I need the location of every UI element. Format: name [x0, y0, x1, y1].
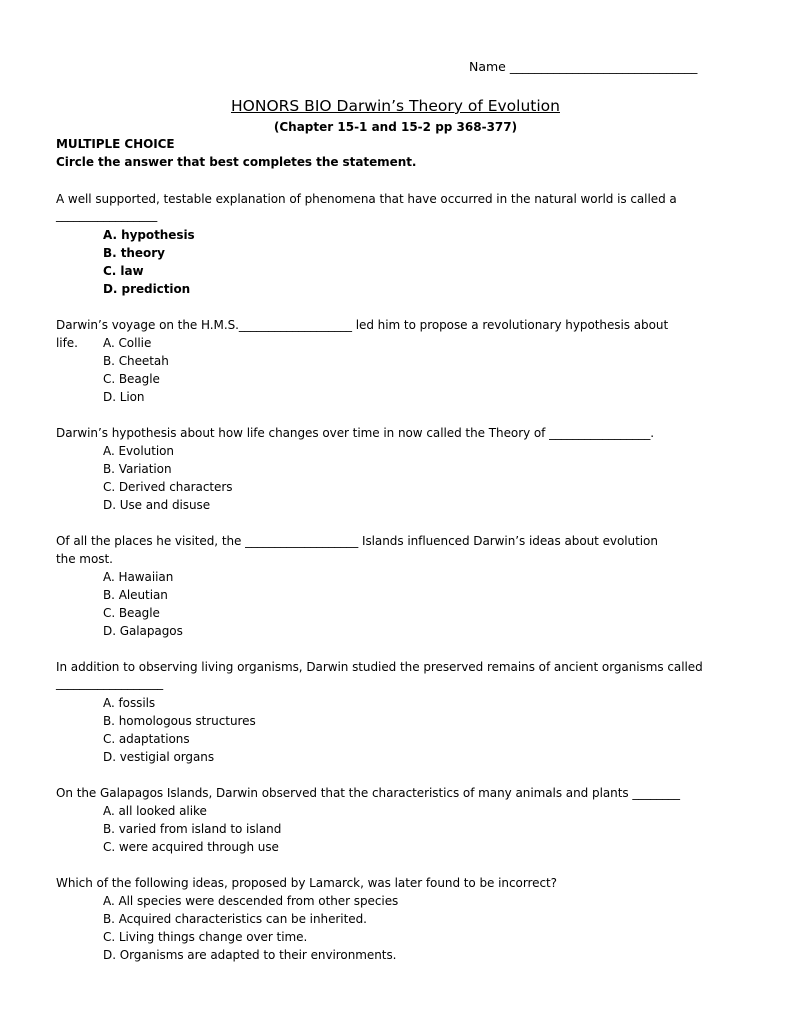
option-d[interactable]: D. prediction: [103, 282, 191, 296]
option-b[interactable]: B. Cheetah: [103, 354, 169, 368]
option-c[interactable]: C. Beagle: [103, 606, 160, 620]
option-c[interactable]: C. law: [103, 264, 144, 278]
question-text: A well supported, testable explanation of phenomena that have occurred in the natural world is called a: [56, 192, 677, 206]
question-text-continued: the most.: [56, 552, 113, 566]
question-text: Of all the places he visited, the ___________________ Islands influenced Darwin’s ideas about evolution: [56, 534, 658, 548]
question-text: Darwin’s hypothesis about how life changes over time in now called the Theory of _________________.: [56, 426, 655, 440]
option-d[interactable]: D. Galapagos: [103, 624, 183, 638]
option-b[interactable]: B. homologous structures: [103, 714, 256, 728]
option-a[interactable]: A. fossils: [103, 696, 156, 710]
page-subtitle: (Chapter 15-1 and 15-2 pp 368-377): [273, 120, 518, 134]
answer-blank: __________________: [56, 676, 164, 690]
option-b[interactable]: B. Acquired characteristics can be inherited.: [103, 912, 367, 926]
option-c[interactable]: C. were acquired through use: [103, 840, 279, 854]
option-d[interactable]: D. vestigial organs: [103, 750, 215, 764]
question-text: Which of the following ideas, proposed by Lamarck, was later found to be incorrect?: [56, 876, 557, 890]
question-text: Darwin’s voyage on the H.M.S.___________________ led him to propose a revolutionary hypothesis about: [56, 318, 669, 332]
section-heading: MULTIPLE CHOICE: [56, 137, 175, 151]
option-a[interactable]: A. all looked alike: [103, 804, 207, 818]
option-c[interactable]: C. Derived characters: [103, 480, 233, 494]
option-b[interactable]: B. Aleutian: [103, 588, 168, 602]
option-c[interactable]: C. adaptations: [103, 732, 190, 746]
option-b[interactable]: B. Variation: [103, 462, 172, 476]
name-label: Name: [469, 59, 506, 74]
section-instructions: Circle the answer that best completes the statement.: [56, 155, 417, 169]
answer-blank: _________________: [56, 208, 158, 222]
option-c[interactable]: C. Beagle: [103, 372, 160, 386]
option-a[interactable]: A. hypothesis: [103, 228, 195, 242]
option-d[interactable]: D. Lion: [103, 390, 145, 404]
page-title: HONORS BIO Darwin’s Theory of Evolution: [231, 97, 560, 115]
name-field[interactable]: [469, 59, 697, 74]
option-b[interactable]: B. varied from island to island: [103, 822, 282, 836]
option-a[interactable]: A. Evolution: [103, 444, 174, 458]
option-c[interactable]: C. Living things change over time.: [103, 930, 308, 944]
name-blank: ______________________________: [509, 59, 698, 74]
option-a[interactable]: A. Collie: [103, 336, 152, 350]
question-text: In addition to observing living organisms, Darwin studied the preserved remains of ancient organisms called: [56, 660, 703, 674]
option-d[interactable]: D. Organisms are adapted to their environments.: [103, 948, 397, 962]
question-text-continued: life.: [56, 336, 78, 350]
option-a[interactable]: A. All species were descended from other species: [103, 894, 399, 908]
question-text: On the Galapagos Islands, Darwin observed that the characteristics of many animals and plants ________: [56, 786, 680, 800]
option-b[interactable]: B. theory: [103, 246, 165, 260]
option-a[interactable]: A. Hawaiian: [103, 570, 174, 584]
option-d[interactable]: D. Use and disuse: [103, 498, 211, 512]
